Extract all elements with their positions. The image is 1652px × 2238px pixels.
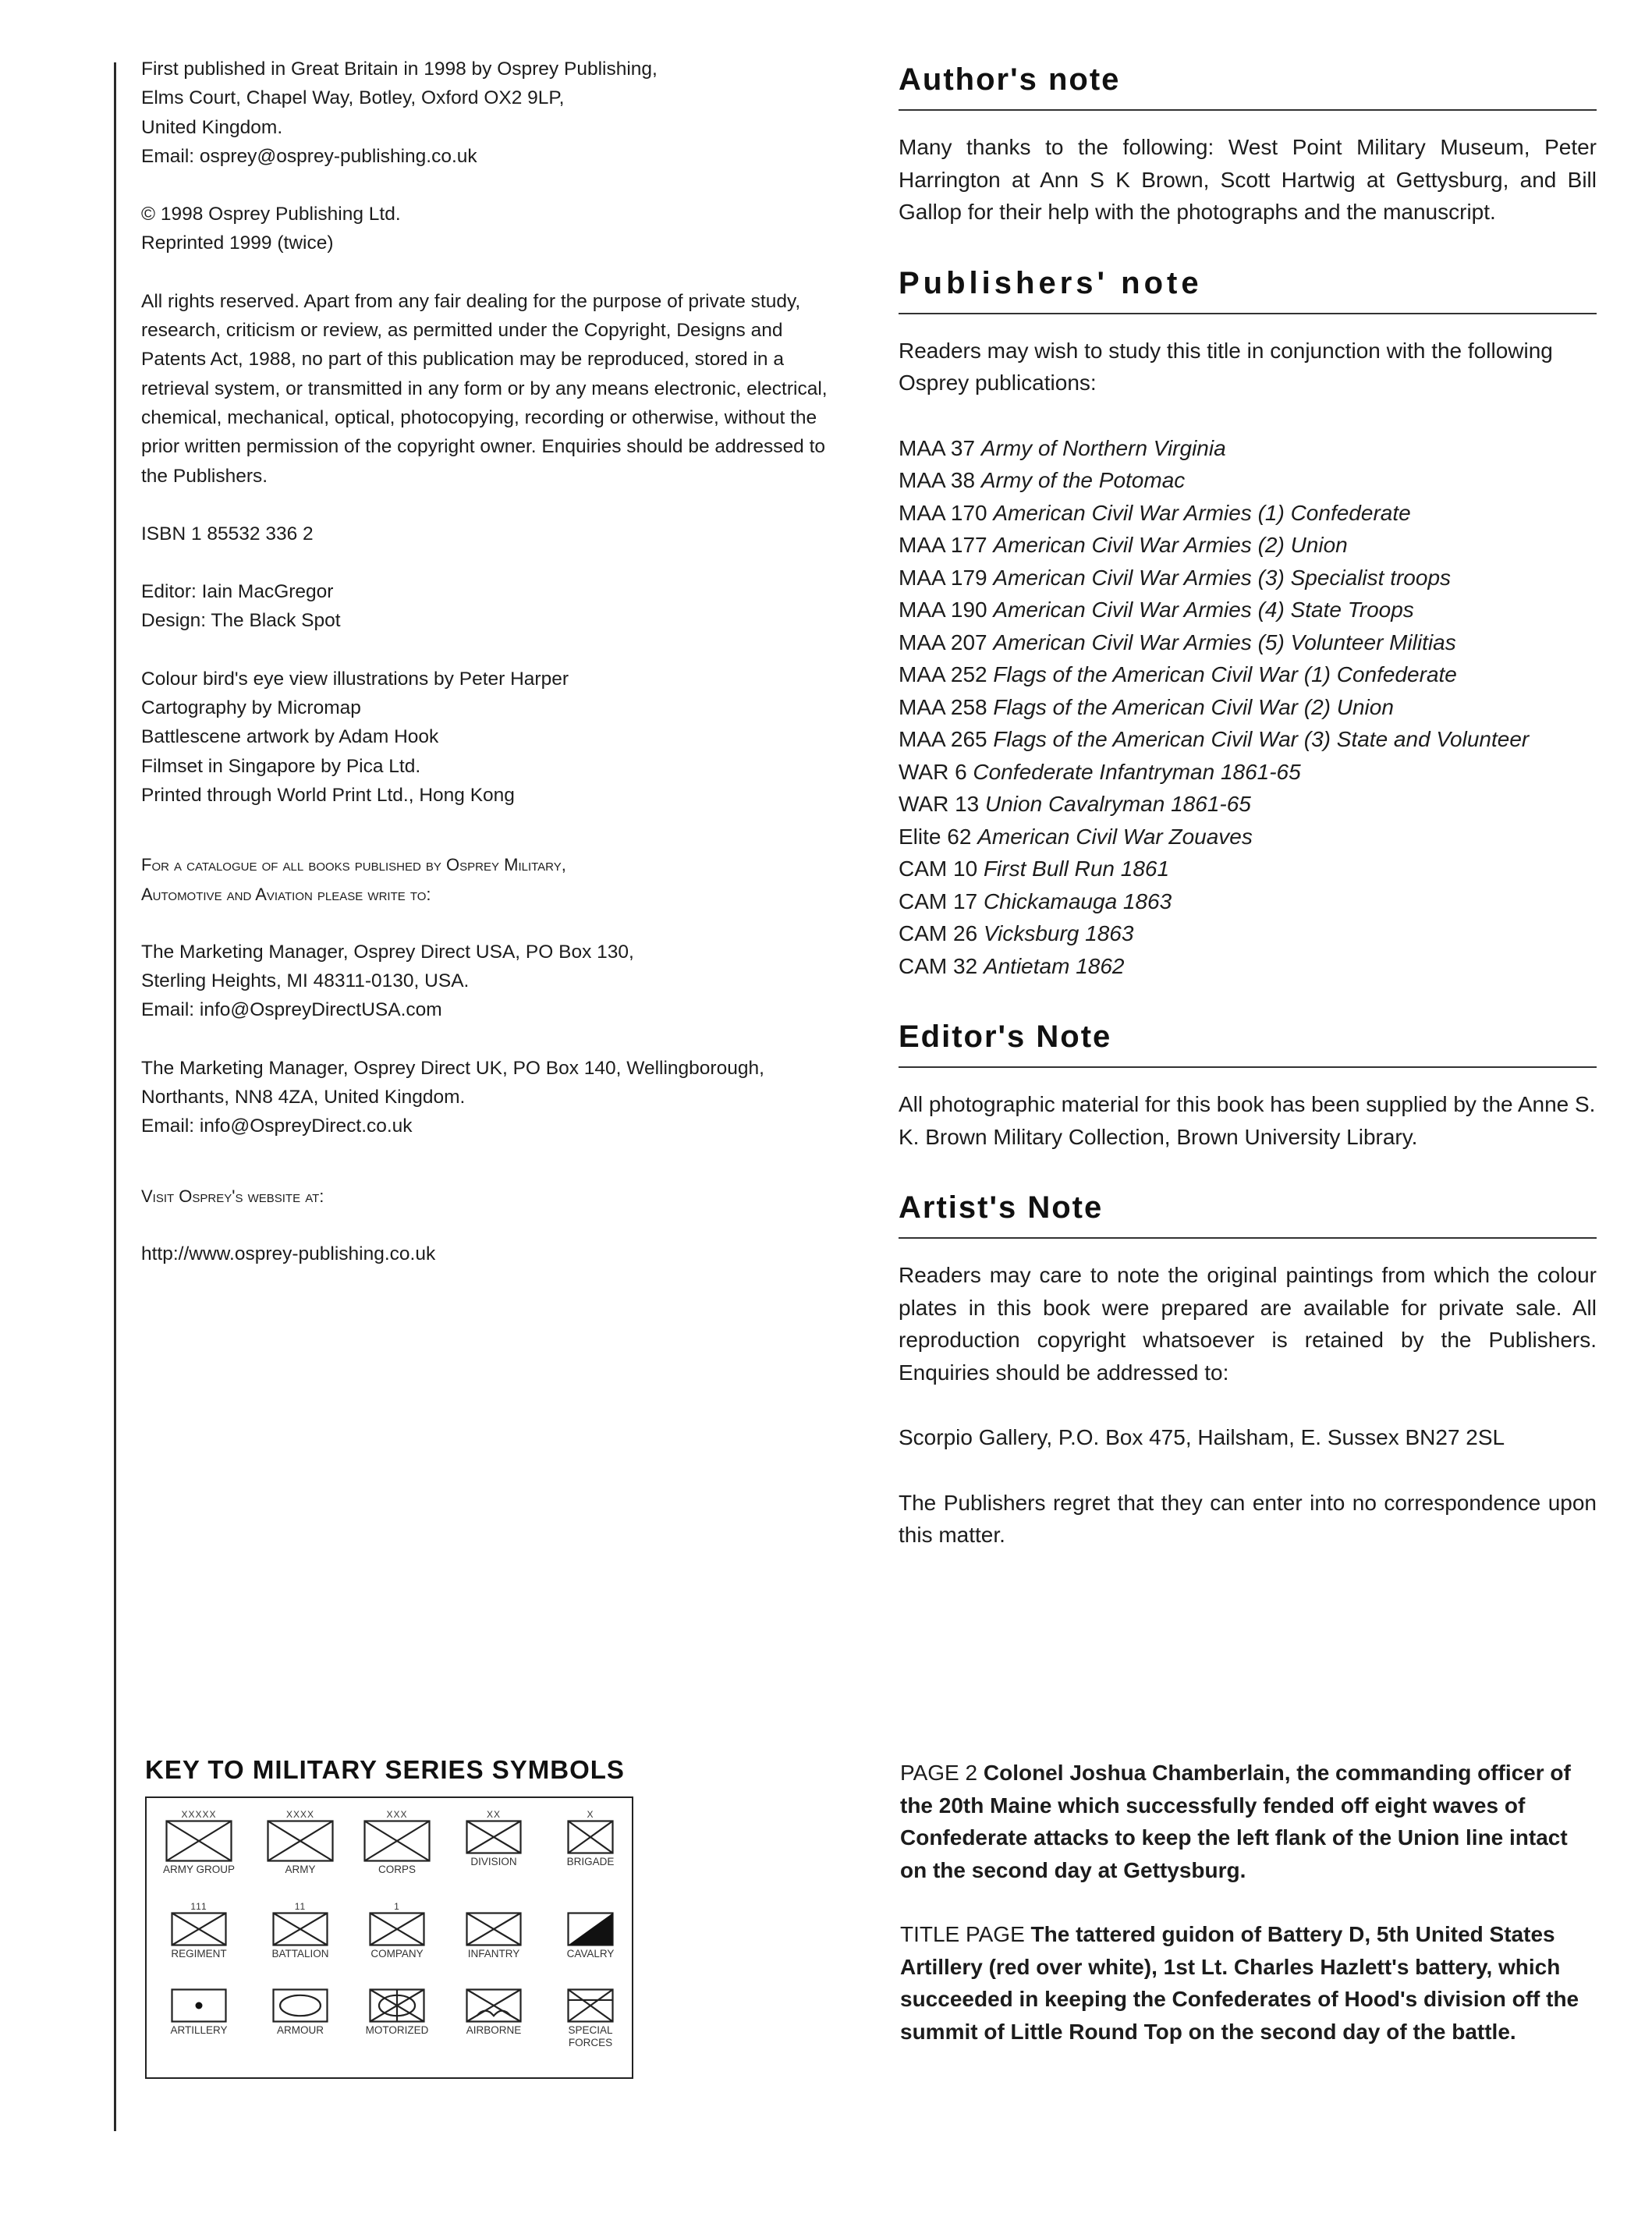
symbol-motorized (354, 1977, 440, 2037)
publication-title: American Civil War Armies (5) Volunteer Militias (993, 630, 1456, 654)
publication-code: MAA 179 (899, 565, 987, 590)
heading-rule (899, 1237, 1597, 1239)
echelon-mark: 111 (190, 1901, 207, 1912)
cross-symbol-icon (272, 1912, 328, 1946)
publisher-line: United Kingdom. (141, 116, 283, 138)
symbol-armour (257, 1977, 343, 2037)
publishers-note-heading: Publishers' note (899, 265, 1203, 300)
website-block (141, 1240, 843, 1268)
publication-title: American Civil War Armies (1) Confederate (993, 500, 1411, 525)
publication-code: WAR 6 (899, 759, 967, 784)
heading-rule (899, 109, 1597, 111)
publisher-email: Email: osprey@osprey-publishing.co.uk (141, 145, 477, 167)
symbol-brigade (548, 1809, 633, 1868)
echelon-mark (548, 1977, 633, 1988)
special-symbol-icon (567, 1988, 614, 2023)
publication-item (899, 529, 1597, 562)
authors-note (899, 55, 1597, 229)
echelon-mark: XX (486, 1809, 501, 1820)
cross-symbol-icon (466, 1912, 522, 1946)
heading-rule (899, 1066, 1597, 1068)
publication-title: Army of the Potomac (980, 468, 1186, 492)
heading-rule (899, 313, 1597, 314)
cross-symbol-icon (567, 1820, 614, 1854)
notes-column (899, 55, 1597, 1581)
publication-item (899, 756, 1597, 789)
page2-caption (900, 1757, 1594, 1886)
echelon-mark: XXX (386, 1809, 408, 1820)
publication-code: MAA 170 (899, 500, 987, 525)
margin-rule (114, 62, 116, 2131)
symbol-infantry (451, 1901, 537, 1960)
echelon-mark: 1 (394, 1901, 400, 1912)
symbol-artillery (156, 1977, 242, 2037)
symbol-label: ARMOUR (277, 2024, 324, 2036)
echelon-mark (257, 1977, 343, 1988)
echelon-mark: XXXX (285, 1809, 314, 1820)
publisher-line: Elms Court, Chapel Way, Botley, Oxford OX2 9LP, (141, 87, 565, 109)
title-page-label: TITLE PAGE (900, 1922, 1025, 1946)
page2-caption-text: Colonel Joshua Chamberlain, the commanding officer of the 20th Maine which successfully fended off eight waves of Confederate attacks to keep the left flank of the Union line intact on the second day at Gettysburg. (900, 1761, 1571, 1882)
publication-code: CAM 10 (899, 857, 978, 881)
symbol-label: CAVALRY (566, 1948, 615, 1960)
publication-code: MAA 207 (899, 630, 987, 654)
publication-title: Antietam 1862 (983, 953, 1125, 978)
reprint-line: Reprinted 1999 (twice) (141, 232, 334, 254)
publication-title: American Civil War Armies (4) State Troops (993, 598, 1414, 622)
publication-code: MAA 258 (899, 694, 987, 719)
design-line: Design: The Black Spot (141, 610, 341, 632)
artists-note-heading: Artist's Note (899, 1190, 1104, 1225)
symbol-label: INFANTRY (467, 1948, 520, 1960)
cavalry-symbol-icon (567, 1912, 614, 1946)
key-title: KEY TO MILITARY SERIES SYMBOLS (145, 1755, 625, 1784)
publication-title: Flags of the American Civil War (1) Confederate (993, 662, 1457, 686)
symbol-key-box (145, 1796, 633, 2079)
publication-item (899, 626, 1597, 659)
page2-label: PAGE 2 (900, 1761, 978, 1785)
publication-item (899, 432, 1597, 465)
echelon-mark: XXXXX (181, 1809, 217, 1820)
authors-note-heading: Author's note (899, 62, 1121, 97)
symbol-label: REGIMENT (171, 1948, 227, 1960)
symbol-label: CORPS (378, 1864, 416, 1875)
uk-address-block (141, 1054, 843, 1141)
usa-line: The Marketing Manager, Osprey Direct USA, PO Box 130, (141, 941, 634, 963)
uk-line: The Marketing Manager, Osprey Direct UK, PO Box 140, Wellingborough, (141, 1057, 764, 1079)
cross-symbol-icon (369, 1912, 425, 1946)
cross-symbol-icon (466, 1820, 522, 1854)
publication-code: CAM 32 (899, 953, 978, 978)
publication-title: Vicksburg 1863 (983, 921, 1134, 945)
symbol-label: ARTILLERY (170, 2024, 228, 2036)
publication-item (899, 885, 1597, 918)
editors-note-heading: Editor's Note (899, 1020, 1112, 1054)
publication-code: CAM 26 (899, 921, 978, 945)
isbn: ISBN 1 85532 336 2 (141, 523, 314, 544)
echelon-mark (548, 1901, 633, 1912)
symbol-label: DIVISION (470, 1856, 517, 1867)
uk-email: Email: info@OspreyDirect.co.uk (141, 1115, 413, 1137)
title-page-caption-text: The tattered guidon of Battery D, 5th United States Artillery (red over white), 1st Lt. Charles Hazlett's battery, which succeeded in keeping the Confederates of Hood's division off the summit of Little Round Top on the second day of the battle. (900, 1922, 1579, 2044)
editor-block (141, 577, 843, 636)
publication-item (899, 594, 1597, 626)
cross-symbol-icon (363, 1820, 431, 1862)
echelon-mark: X (587, 1809, 594, 1820)
artillery-symbol-icon (171, 1988, 227, 2023)
symbol-division (451, 1809, 537, 1868)
publication-title: American Civil War Armies (2) Union (993, 533, 1348, 557)
publication-item (899, 950, 1597, 983)
catalogue-line: For a catalogue of all books published by Osprey Military, (141, 855, 566, 875)
publication-title: American Civil War Armies (3) Specialist troops (993, 565, 1452, 590)
symbol-label: AIRBORNE (466, 2024, 522, 2036)
publication-title: Flags of the American Civil War (2) Union (993, 694, 1394, 719)
copyright-block (141, 200, 843, 258)
symbol-army (257, 1809, 343, 1876)
symbol-label: ARMY (285, 1864, 316, 1875)
credit-line: Printed through World Print Ltd., Hong Kong (141, 784, 515, 806)
publication-item (899, 658, 1597, 691)
publication-code: MAA 252 (899, 662, 987, 686)
cross-symbol-icon (165, 1820, 232, 1862)
editor-line: Editor: Iain MacGregor (141, 581, 334, 603)
symbol-battalion (257, 1901, 343, 1960)
symbol-corps (354, 1809, 440, 1876)
publication-title: First Bull Run 1861 (983, 857, 1170, 881)
publication-item (899, 723, 1597, 756)
catalogue-line: Automotive and Aviation please write to: (141, 884, 431, 904)
publication-code: CAM 17 (899, 888, 978, 913)
echelon-mark (156, 1977, 242, 1988)
title-page-caption (900, 1918, 1594, 2048)
uk-line: Northants, NN8 4ZA, United Kingdom. (141, 1087, 466, 1108)
publication-code: WAR 13 (899, 792, 980, 816)
publication-title: Union Cavalryman 1861-65 (985, 792, 1251, 816)
publication-title: Flags of the American Civil War (3) State and Volunteer (993, 727, 1530, 751)
publication-title: Confederate Infantryman 1861-65 (973, 759, 1301, 784)
editors-note (899, 1012, 1597, 1153)
copyright-line: © 1998 Osprey Publishing Ltd. (141, 204, 401, 225)
symbol-cavalry (548, 1901, 633, 1960)
publication-item (899, 853, 1597, 885)
echelon-mark (451, 1977, 537, 1988)
artists-note-text: Readers may care to note the original paintings from which the colour plates in this book were prepared are available for private sale. All reproduction copyright whatsoever is retained by the Publishers. Enquiries should be addressed to: (899, 1263, 1597, 1385)
usa-address-block (141, 938, 843, 1025)
echelon-mark (451, 1901, 537, 1912)
usa-email: Email: info@OspreyDirectUSA.com (141, 999, 442, 1021)
credit-line: Cartography by Micromap (141, 697, 361, 719)
usa-line: Sterling Heights, MI 48311-0130, USA. (141, 970, 470, 992)
symbol-label: MOTORIZED (365, 2024, 429, 2036)
motorized-symbol-icon (369, 1988, 425, 2023)
airborne-symbol-icon (466, 1988, 522, 2023)
isbn-block (141, 520, 843, 548)
publication-title: American Civil War Zouaves (977, 824, 1253, 849)
credit-line: Filmset in Singapore by Pica Ltd. (141, 755, 421, 777)
imprint-column (141, 55, 843, 1297)
symbol-company (354, 1901, 440, 1960)
publisher-block (141, 55, 843, 171)
visit-line: Visit Osprey's website at: (141, 1186, 324, 1206)
captions (900, 1757, 1594, 2080)
armour-symbol-icon (272, 1988, 328, 2023)
cross-symbol-icon (171, 1912, 227, 1946)
symbol-army-group (156, 1809, 242, 1876)
echelon-mark: 11 (294, 1901, 307, 1912)
gallery-address: Scorpio Gallery, P.O. Box 475, Hailsham, E. Sussex BN27 2SL (899, 1425, 1505, 1449)
publishers-note (899, 258, 1597, 983)
publisher-line: First published in Great Britain in 1998 by Osprey Publishing, (141, 59, 658, 80)
symbol-special-forces (548, 1977, 633, 2049)
symbol-label: BATTALION (271, 1948, 329, 1960)
publication-item (899, 917, 1597, 950)
publication-item (899, 821, 1597, 853)
artists-note (899, 1183, 1597, 1552)
credit-line: Battlescene artwork by Adam Hook (141, 726, 439, 748)
publication-item (899, 562, 1597, 594)
publication-item (899, 497, 1597, 530)
publication-code: MAA 37 (899, 435, 976, 460)
visit-block (141, 1182, 843, 1211)
symbol-airborne (451, 1977, 537, 2037)
publication-code: MAA 177 (899, 533, 987, 557)
publication-item (899, 464, 1597, 497)
symbol-label: COMPANY (370, 1948, 424, 1960)
cross-symbol-icon (267, 1820, 334, 1862)
authors-note-text: Many thanks to the following: West Point Military Museum, Peter Harrington at Ann S K Brown, Scott Hartwig at Gettysburg, and Bill Gallop for their help with the photographs and the manuscript. (899, 135, 1597, 224)
publication-list (899, 432, 1597, 983)
publication-code: MAA 265 (899, 727, 987, 751)
symbol-regiment (156, 1901, 242, 1960)
publication-title: Chickamauga 1863 (983, 888, 1172, 913)
credit-line: Colour bird's eye view illustrations by Peter Harper (141, 668, 569, 690)
publication-item (899, 691, 1597, 724)
symbol-label: BRIGADE (566, 1856, 615, 1867)
symbol-label: SPECIAL FORCES (568, 2024, 613, 2048)
symbol-label: ARMY GROUP (162, 1864, 235, 1875)
catalogue-block (141, 850, 843, 909)
publication-item (899, 788, 1597, 821)
publishers-note-intro: Readers may wish to study this title in conjunction with the following Osprey publications: (899, 338, 1553, 395)
credits-block (141, 665, 843, 810)
publication-code: Elite 62 (899, 824, 972, 849)
publication-code: MAA 190 (899, 598, 987, 622)
rights-text: All rights reserved. Apart from any fair dealing for the purpose of private study, research, criticism or review, as permitted under the Copyright, Designs and Patents Act, 1988, no part of this publication may be reproduced, stored in a retrieval system, or transmitted in any form or by any means electronic, electrical, chemical, mechanical, optical, photocopying, recording or otherwise, without the prior written permission of the copyright owner. Enquiries should be addressed to the Publishers. (141, 290, 828, 487)
publication-code: MAA 38 (899, 468, 976, 492)
website-url: http://www.osprey-publishing.co.uk (141, 1243, 436, 1264)
editors-note-text: All photographic material for this book has been supplied by the Anne S. K. Brown Military Collection, Brown University Library. (899, 1092, 1596, 1149)
echelon-mark (354, 1977, 440, 1988)
correspondence-note: The Publishers regret that they can enter into no correspondence upon this matter. (899, 1490, 1597, 1547)
rights-block (141, 287, 843, 491)
publication-title: Army of Northern Virginia (980, 435, 1226, 460)
